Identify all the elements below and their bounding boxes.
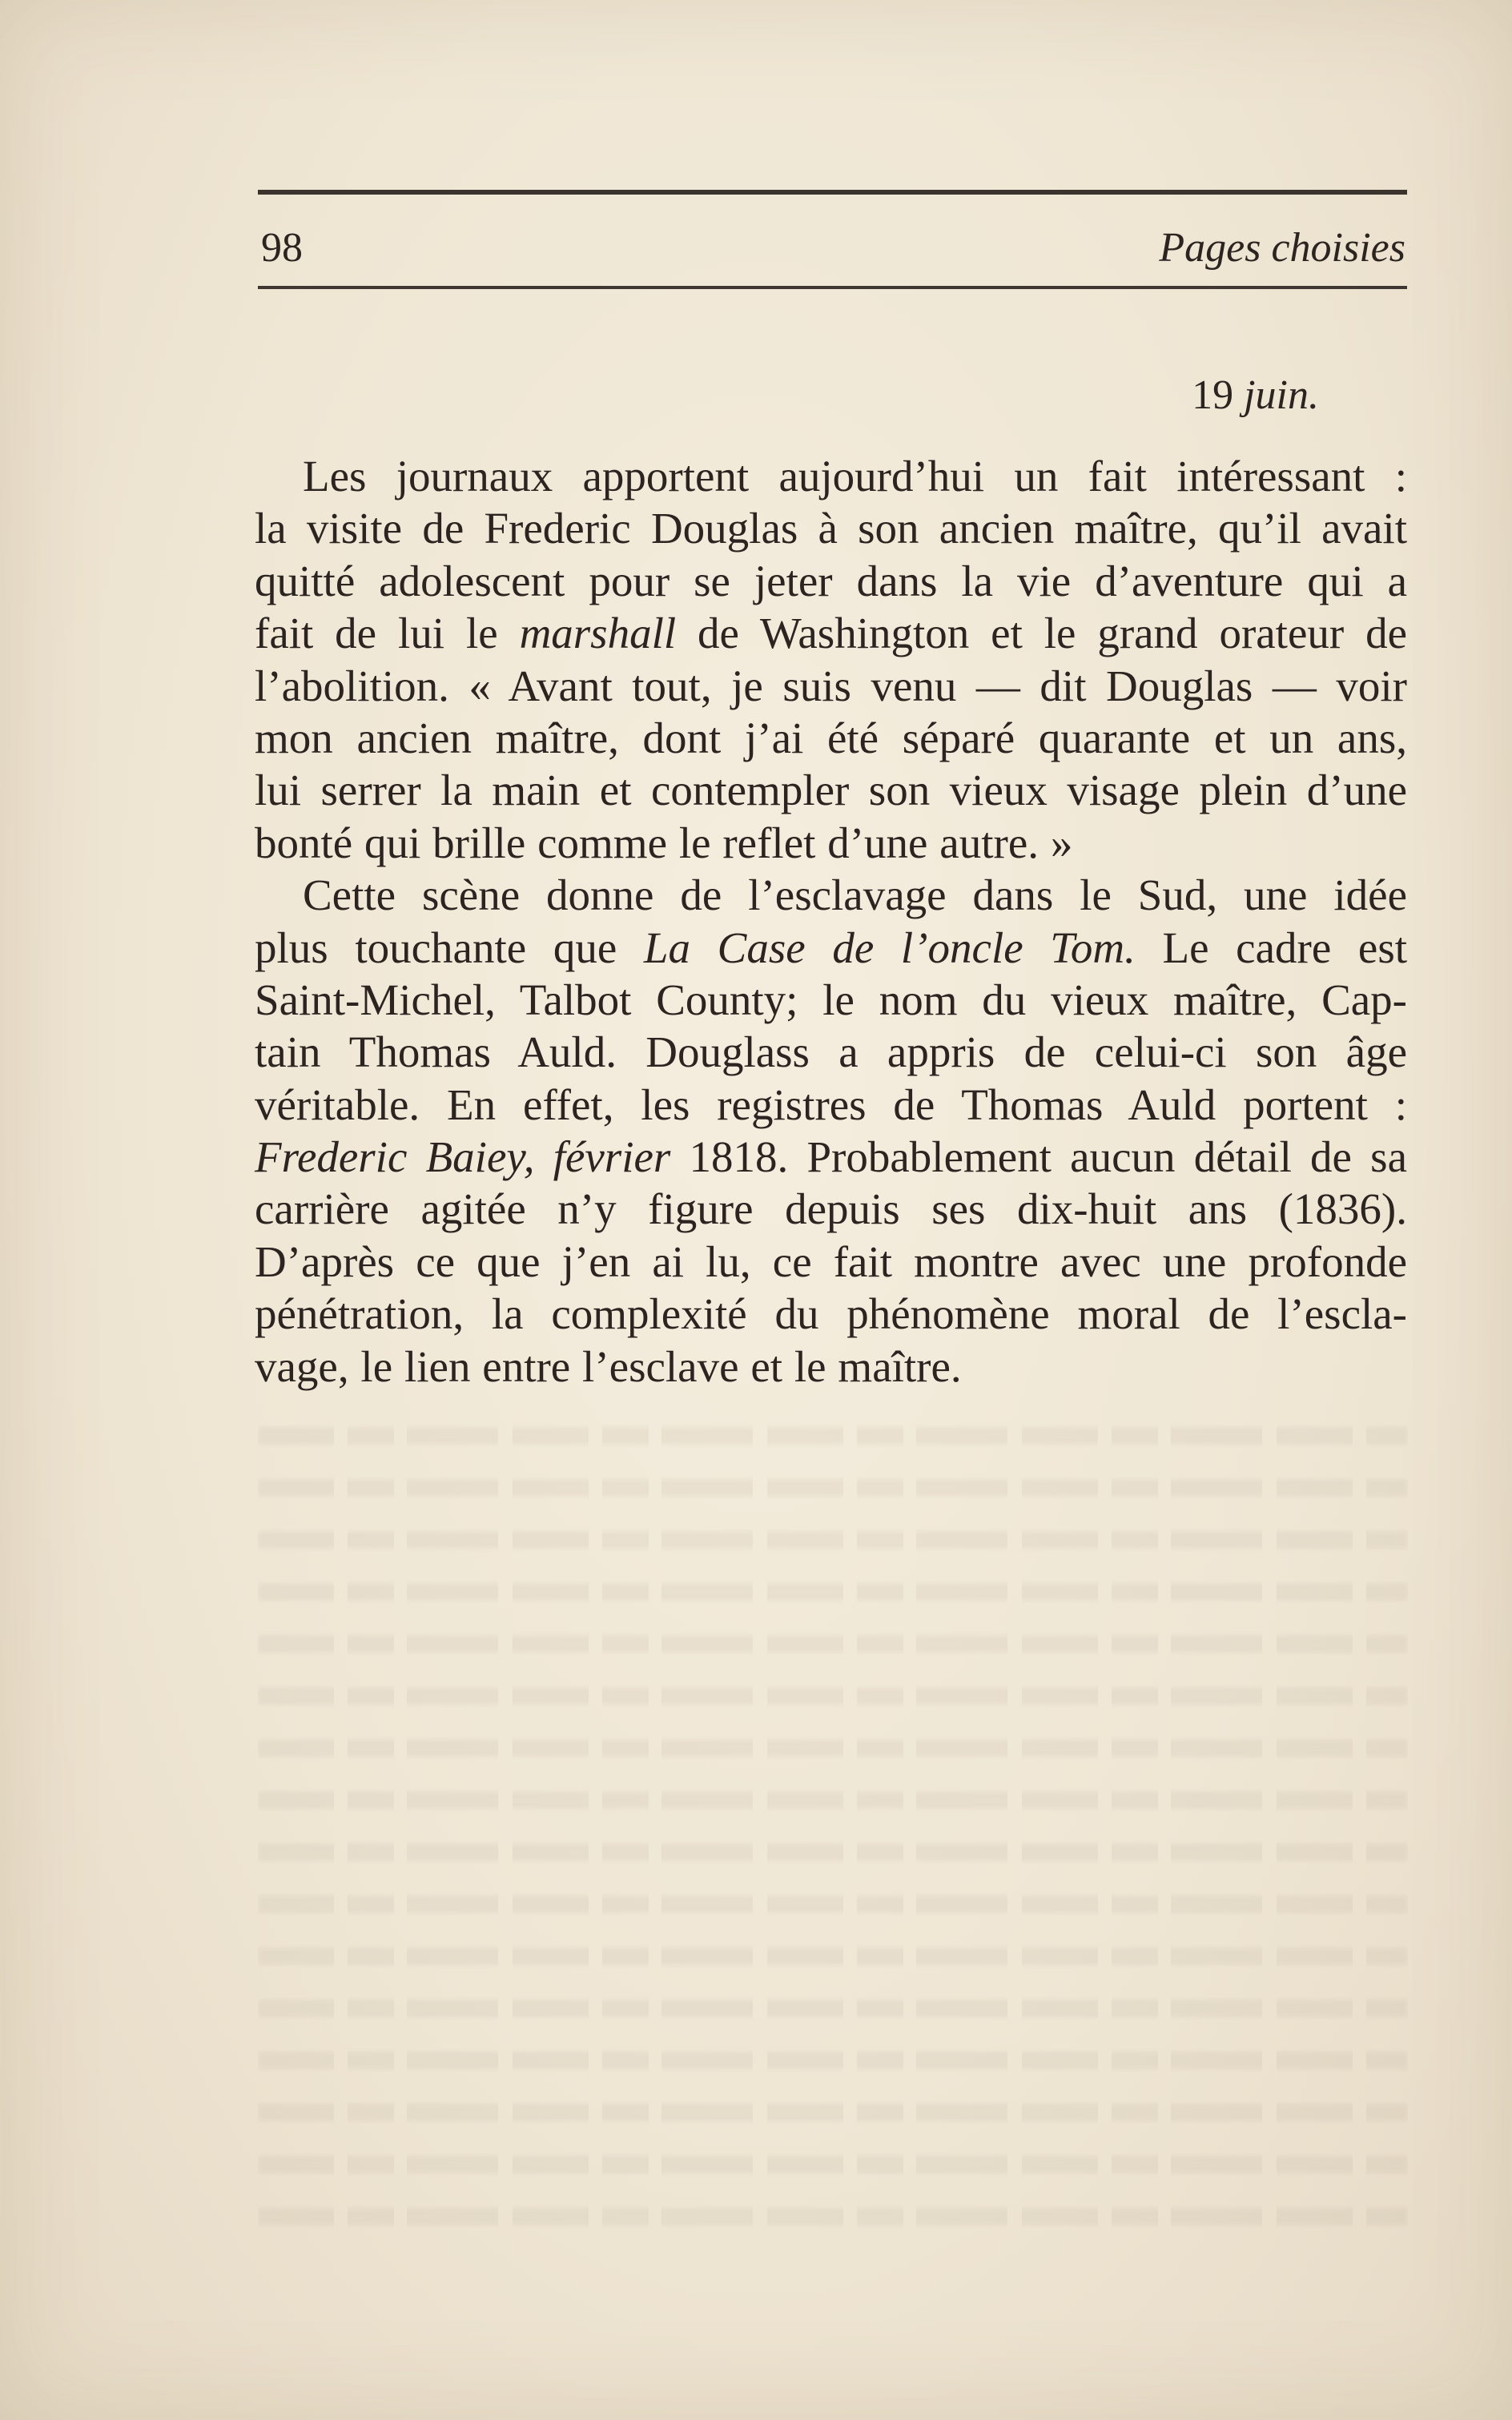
text-line [255, 1183, 1407, 1235]
text-line [255, 974, 1407, 1026]
running-head: Pages choisies [1159, 225, 1405, 271]
line-text: Cette scène donne de l’esclavage dans le Sud, une idée [303, 870, 1407, 920]
text-line [255, 817, 1407, 869]
line-text: quitté adolescent pour se jeter dans la vie d’aventure qui a [255, 556, 1407, 605]
entry-body [255, 450, 1407, 1393]
italic-text: Frederic Baiey, février [255, 1132, 671, 1182]
line-text: pénétration, la complexité du phénomène moral de l’escla- [255, 1289, 1407, 1339]
date-day: 19 [1192, 372, 1234, 418]
line-text: tain Thomas Auld. Douglass a appris de celui-ci son âge [255, 1027, 1407, 1077]
header-rule-top [258, 190, 1407, 195]
paragraph [255, 450, 1407, 869]
text-line [255, 660, 1407, 712]
text-line [255, 764, 1407, 816]
line-text: la visite de Frederic Douglas à son ancien maître, qu’il avait [255, 504, 1407, 553]
text-line [255, 1131, 1407, 1183]
text-line [255, 869, 1407, 921]
line-text: 1818. Probablement aucun détail de sa [670, 1132, 1407, 1182]
text-line [255, 922, 1407, 974]
text-line [255, 1079, 1407, 1131]
date-month: juin. [1244, 372, 1319, 418]
line-text: bonté qui brille comme le reflet d’une autre. » [255, 818, 1073, 867]
line-text: Le cadre est [1135, 923, 1407, 972]
line-text: l’abolition. « Avant tout, je suis venu — dit Douglas — voir [255, 661, 1407, 710]
text-line [255, 555, 1407, 607]
line-text: mon ancien maître, dont j’ai été séparé quarante et un ans, [255, 713, 1407, 762]
text-line [255, 1341, 1407, 1393]
line-text: D’après ce que j’en ai lu, ce fait montre avec une profonde [255, 1236, 1407, 1286]
line-text: carrière agitée n’y figure depuis ses dix-huit ans (1836). [255, 1184, 1407, 1234]
text-line [255, 1288, 1407, 1340]
page-number: 98 [261, 225, 303, 271]
text-line [255, 607, 1407, 659]
line-text: véritable. En effet, les registres de Thomas Auld portent : [255, 1079, 1407, 1129]
line-text: Saint-Michel, Talbot County; le nom du vieux maître, Cap- [255, 975, 1407, 1024]
italic-text: marshall [519, 609, 677, 658]
paragraph [255, 869, 1407, 1393]
line-text: de Washington et le grand orateur de [676, 609, 1408, 658]
text-line [255, 1026, 1407, 1078]
line-text: lui serrer la main et contempler son vieux visage plein d’une [255, 766, 1407, 815]
line-text: plus touchante que [255, 923, 644, 972]
header-rule-bottom [258, 286, 1407, 289]
text-line [255, 502, 1407, 554]
line-text: Les journaux apportent aujourd’hui un fait intéressant : [303, 452, 1407, 500]
entry-date [1192, 372, 1319, 420]
text-line [255, 712, 1407, 764]
line-text: fait de lui le [255, 609, 520, 658]
text-line [255, 450, 1407, 502]
line-text: vage, le lien entre l’esclave et le maître. [255, 1341, 962, 1391]
show-through-texture [258, 1409, 1408, 2258]
text-line [255, 1236, 1407, 1288]
italic-text: La Case de l’oncle Tom. [643, 923, 1136, 972]
